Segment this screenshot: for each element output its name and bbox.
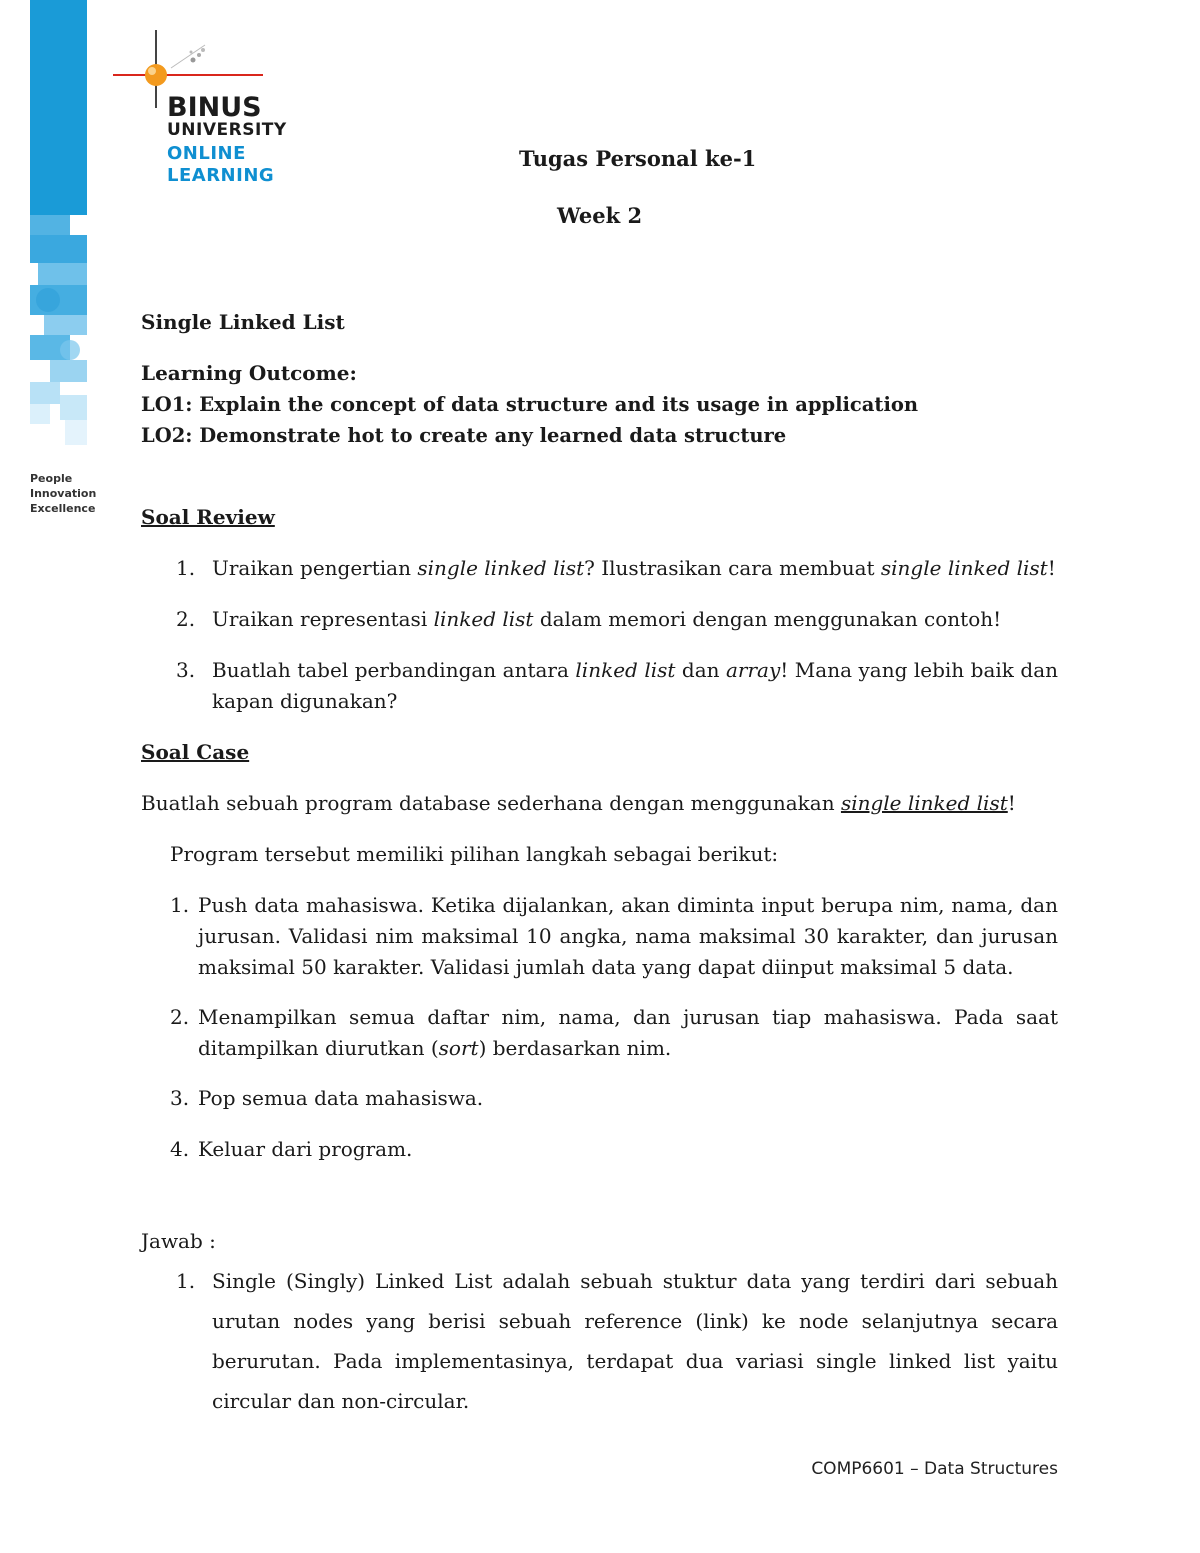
logo-text-binus: BINUS: [167, 92, 262, 123]
document-title: Tugas Personal ke-1: [519, 146, 757, 171]
case-item-4-number: 4.: [170, 1137, 190, 1161]
soal-case-heading: Soal Case: [141, 740, 250, 764]
soal-case-sub-intro: Program tersebut memiliki pilihan langkah sebagai berikut:: [170, 842, 779, 866]
soal-case-intro: Buatlah sebuah program database sederhana dengan menggunakan single linked list!: [141, 791, 1016, 815]
tagline-people: People: [30, 472, 73, 485]
jawab-label: Jawab :: [141, 1229, 216, 1253]
case-item-4: Keluar dari program.: [198, 1137, 413, 1161]
jawab-item-1-number: 1.: [176, 1269, 196, 1293]
learning-outcome-lo1: LO1: Explain the concept of data structure and its usage in application: [141, 393, 919, 416]
tagline-excellence: Excellence: [30, 502, 96, 515]
jawab-item-1: Single (Singly) Linked List adalah sebuah stuktur data yang terdiri dari sebuah urutan nodes yang berisi sebuah reference (link) ke node selanjutnya secara berurutan. Pada implementasinya, terdapat dua variasi single linked list yaitu circular dan non-circular.: [212, 1269, 1058, 1413]
logo-text-learning: LEARNING: [167, 165, 275, 186]
logo-text-university: UNIVERSITY: [167, 120, 287, 140]
case-item-3-number: 3.: [170, 1086, 190, 1110]
logo-text-online: ONLINE: [167, 143, 246, 164]
case-item-1-number: 1.: [170, 893, 190, 917]
tagline-innovation: Innovation: [30, 487, 97, 500]
topic-title: Single Linked List: [141, 310, 345, 334]
case-item-2-number: 2.: [170, 1005, 190, 1029]
review-item-1: Uraikan pengertian single linked list? Ilustrasikan cara membuat single linked list!: [212, 556, 1056, 580]
review-item-2: Uraikan representasi linked list dalam memori dengan menggunakan contoh!: [212, 607, 1002, 631]
case-item-1: Push data mahasiswa. Ketika dijalankan, akan diminta input berupa nim, nama, dan jurusan. Validasi nim maksimal 10 angka, nama maksimal 30 karakter, dan jurusan maksimal 50 karakter. Validasi jumlah data yang dapat diinput maksimal 5 data.: [198, 893, 1058, 979]
review-item-2-number: 2.: [176, 607, 196, 631]
week-label: Week 2: [557, 203, 643, 228]
review-item-3: Buatlah tabel perbandingan antara linked list dan array! Mana yang lebih baik dan kapan digunakan?: [212, 658, 1058, 713]
decorative-side-strip: [30, 0, 87, 450]
review-item-3-number: 3.: [176, 658, 196, 682]
page-footer: COMP6601 – Data Structures: [811, 1459, 1058, 1479]
soal-review-heading: Soal Review: [141, 505, 275, 529]
case-item-2: Menampilkan semua daftar nim, nama, dan jurusan tiap mahasiswa. Pada saat ditampilkan diurutkan (sort) berdasarkan nim.: [198, 1005, 1058, 1060]
learning-outcome-lo2: LO2: Demonstrate hot to create any learned data structure: [141, 424, 787, 447]
review-item-1-number: 1.: [176, 556, 196, 580]
case-item-3: Pop semua data mahasiswa.: [198, 1086, 484, 1110]
learning-outcome-label: Learning Outcome:: [141, 361, 357, 385]
